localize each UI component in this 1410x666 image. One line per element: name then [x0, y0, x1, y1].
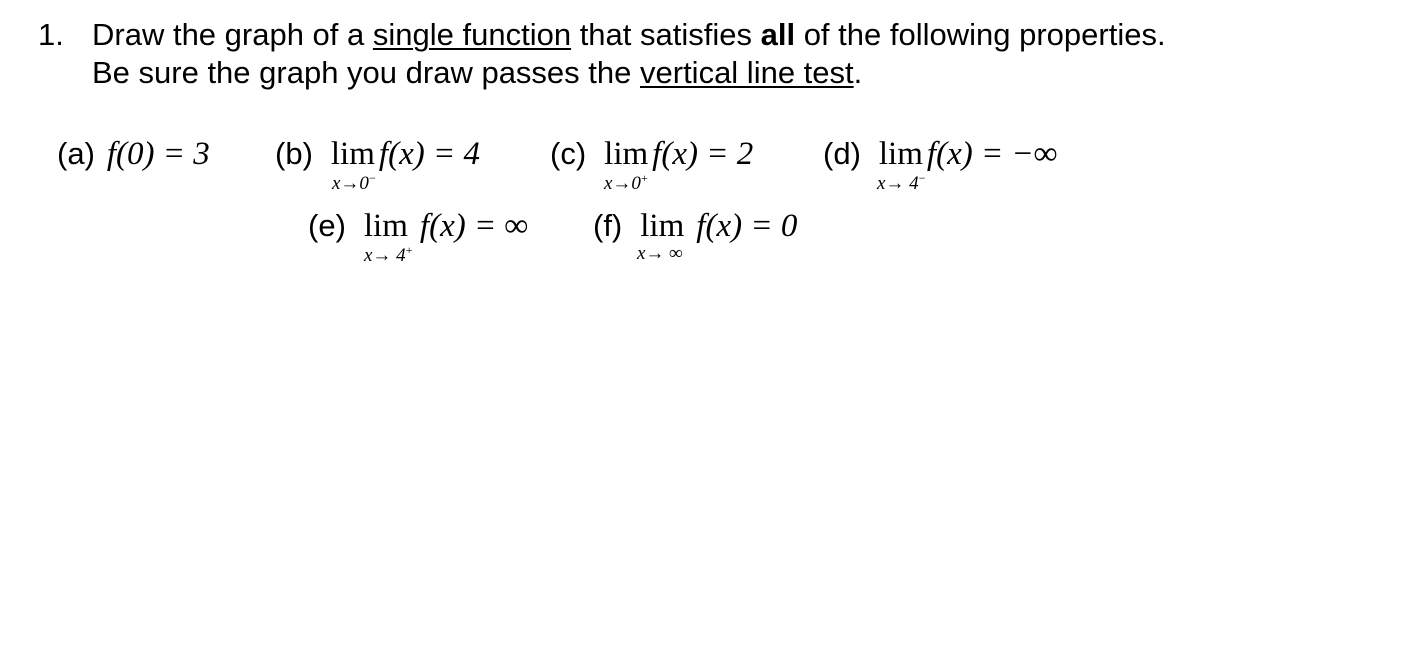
property-d-expression: f(x) = −∞ — [926, 136, 1058, 172]
property-e-subscript — [364, 244, 412, 265]
property-d — [823, 138, 1057, 171]
vertical-line-test-underlined: vertical line test — [640, 55, 854, 90]
property-e-sub-text: x→ 4 — [364, 245, 406, 266]
property-a-label: (a) — [57, 136, 95, 171]
instruction-1-post: of the following properties. — [795, 17, 1166, 52]
problem-number — [38, 19, 64, 50]
instruction-2-pre: Be sure the graph you draw passes the — [92, 55, 640, 90]
property-f-expression: f(x) = 0 — [696, 208, 798, 244]
property-d-sup: − — [918, 171, 926, 185]
instruction-1-pre: Draw the graph of a — [92, 17, 373, 52]
property-f-label: (f) — [593, 208, 623, 243]
problem-number-text: 1. — [38, 17, 64, 52]
property-c-subscript — [604, 172, 648, 193]
property-b-sup: − — [368, 171, 376, 185]
property-e-lim: lim — [363, 208, 408, 244]
property-c-expression: f(x) = 2 — [652, 136, 754, 172]
property-a-expression: f(0) = 3 — [106, 136, 210, 172]
all-bold: all — [760, 17, 796, 52]
property-f-subscript — [637, 244, 683, 263]
property-c-sub-text: x→0 — [604, 173, 641, 194]
property-f-lim: lim — [640, 208, 685, 244]
property-a — [57, 138, 210, 171]
property-b-label: (b) — [275, 136, 313, 171]
property-f-sub-text: x→ ∞ — [637, 243, 683, 264]
property-c — [550, 138, 753, 171]
property-c-sup: + — [640, 171, 648, 185]
property-d-sub-text: x→ 4 — [877, 173, 919, 194]
property-d-subscript — [877, 172, 925, 193]
property-e-label: (e) — [308, 208, 346, 243]
instruction-1-mid: that satisfies — [571, 17, 761, 52]
property-e-sup: + — [405, 243, 413, 257]
instruction-2-post: . — [853, 55, 863, 90]
instruction-line-2 — [92, 57, 862, 88]
property-b-lim: lim — [330, 136, 375, 172]
property-d-lim: lim — [878, 136, 923, 172]
instruction-line-1 — [92, 19, 1166, 50]
property-d-label: (d) — [823, 136, 861, 171]
property-c-lim: lim — [604, 136, 649, 172]
property-b — [275, 138, 480, 171]
property-b-sub-text: x→0 — [332, 173, 369, 194]
property-e — [308, 210, 528, 243]
property-b-expression: f(x) = 4 — [378, 136, 480, 172]
single-function-underlined: single function — [372, 17, 572, 52]
property-c-label: (c) — [550, 136, 587, 171]
property-b-subscript — [332, 172, 376, 193]
property-e-expression: f(x) = ∞ — [419, 208, 528, 244]
property-f — [593, 210, 797, 243]
